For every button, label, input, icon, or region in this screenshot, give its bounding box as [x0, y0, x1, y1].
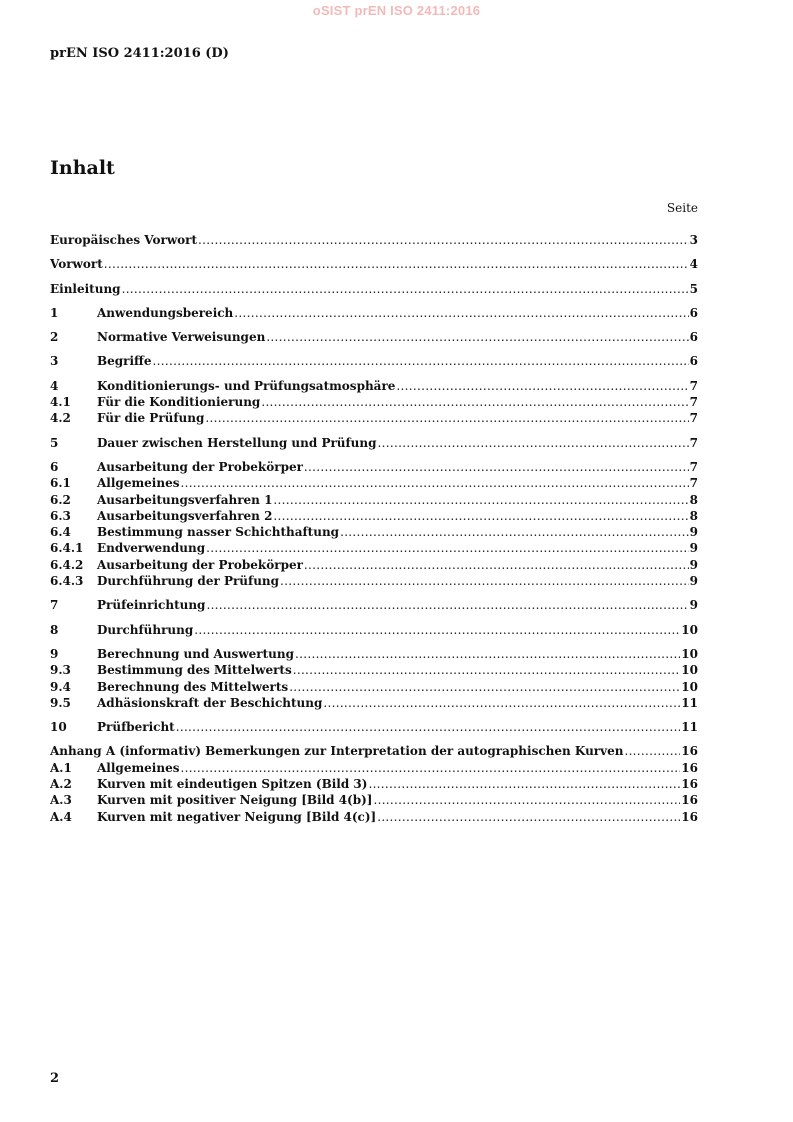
toc-entry[interactable] [50, 540, 698, 556]
toc-dot-leader [153, 353, 689, 369]
toc-entry-page: 9 [689, 598, 698, 613]
toc-dot-leader [396, 378, 688, 394]
toc-entry-title: Allgemeines [97, 476, 180, 491]
toc-dot-leader [198, 232, 689, 248]
toc-entry[interactable] [50, 508, 698, 524]
toc-entry[interactable] [50, 719, 698, 735]
toc-entry-title: Adhäsionskraft der Beschichtung [97, 695, 323, 710]
toc-entry-page: 10 [681, 646, 698, 661]
page-number: 2 [50, 1071, 60, 1086]
toc-entry[interactable] [50, 695, 698, 711]
toc-entry[interactable] [50, 792, 698, 808]
page-column-label: Seite [666, 201, 698, 215]
toc-entry-number: 6.4.1 [50, 541, 84, 556]
toc-entry-number: 6.4.3 [50, 574, 84, 589]
toc-entry[interactable] [50, 557, 698, 573]
toc-entry-number: 8 [50, 622, 59, 637]
toc-entry-page: 6 [689, 305, 698, 320]
toc-entry-number: 9 [50, 646, 59, 661]
toc-entry-title: Ausarbeitung der Probekörper [97, 557, 303, 572]
toc-entry-number: 4.2 [50, 411, 71, 426]
toc-entry-number: A.3 [50, 793, 72, 808]
toc-dot-leader [104, 256, 689, 272]
toc-entry-title: Begriffe [97, 354, 152, 369]
toc-entry[interactable] [50, 256, 698, 272]
toc-entry-number: 9.3 [50, 663, 71, 678]
toc-entry-page: 7 [689, 411, 698, 426]
toc-entry-number: A.2 [50, 777, 72, 792]
toc-entry-title: Durchführung der Prüfung [97, 574, 280, 589]
toc-entry-title: Konditionierungs- und Prüfungsatmosphäre [97, 378, 396, 393]
toc-entry-page: 16 [681, 793, 698, 808]
toc-entry-number: 1 [50, 305, 59, 320]
toc-dot-leader [273, 492, 688, 508]
toc-entry-page: 9 [689, 557, 698, 572]
toc-entry-page: 4 [689, 257, 698, 272]
toc-entry[interactable] [50, 760, 698, 776]
toc-dot-leader [368, 776, 680, 792]
toc-entry-title: Einleitung [50, 281, 121, 296]
toc-entry-title: Ausarbeitungsverfahren 1 [97, 492, 273, 507]
toc-dot-leader [206, 597, 688, 613]
toc-entry[interactable] [50, 776, 698, 792]
toc-dot-leader [280, 573, 689, 589]
toc-entry-title: Vorwort [50, 257, 103, 272]
toc-entry-page: 5 [689, 281, 698, 296]
toc-dot-leader [205, 410, 688, 426]
toc-dot-leader [266, 329, 688, 345]
toc-entry-number: 7 [50, 598, 59, 613]
toc-entry-page: 9 [689, 574, 698, 589]
toc-entry-title: Anwendungsbereich [97, 305, 234, 320]
toc-dot-leader [295, 646, 680, 662]
toc-dot-leader [180, 475, 688, 491]
toc-entry-page: 16 [681, 809, 698, 824]
toc-dot-leader [289, 679, 680, 695]
toc-entry-title: Für die Prüfung [97, 411, 205, 426]
toc-entry[interactable] [50, 679, 698, 695]
toc-dot-leader [323, 695, 680, 711]
toc-dot-leader [293, 662, 681, 678]
toc-dot-leader [273, 508, 688, 524]
toc-entry-number: 6 [50, 459, 59, 474]
toc-entry-number: 4 [50, 378, 59, 393]
toc-entry-page: 7 [689, 395, 698, 410]
document-id: prEN ISO 2411:2016 (D) [50, 46, 229, 61]
toc-entry-page: 7 [689, 476, 698, 491]
toc-dot-leader [304, 459, 689, 475]
toc-entry-title: Bestimmung nasser Schichthaftung [97, 525, 340, 540]
toc-dot-leader [234, 305, 688, 321]
toc-entry-number: 6.4.2 [50, 557, 84, 572]
toc-entry[interactable] [50, 353, 698, 369]
toc-entry-number: A.1 [50, 760, 72, 775]
toc-entry[interactable] [50, 435, 698, 451]
toc-dot-leader [176, 719, 681, 735]
toc-entry-number: 9.4 [50, 679, 71, 694]
toc-entry-page: 11 [681, 695, 698, 710]
toc-entry-title: Ausarbeitungsverfahren 2 [97, 508, 273, 523]
toc-entry-page: 6 [689, 354, 698, 369]
toc-entry-number: 6.4 [50, 525, 71, 540]
toc-dot-leader [373, 792, 680, 808]
toc-entry[interactable] [50, 662, 698, 678]
toc-entry-page: 7 [689, 378, 698, 393]
toc-entry-page: 10 [681, 663, 698, 678]
toc-dot-leader [377, 809, 680, 825]
toc-entry-title: Kurven mit negativer Neigung [Bild 4(c)] [97, 809, 377, 824]
toc-entry[interactable] [50, 492, 698, 508]
toc-entry-title: Prüfbericht [97, 720, 175, 735]
toc-dot-leader [180, 760, 680, 776]
toc-entry[interactable] [50, 410, 698, 426]
toc-entry-number: 3 [50, 354, 59, 369]
toc-entry[interactable] [50, 475, 698, 491]
toc-entry-page: 10 [681, 679, 698, 694]
toc-entry-title: Berechnung des Mittelwerts [97, 679, 289, 694]
toc-entry[interactable] [50, 646, 698, 662]
toc-entry[interactable] [50, 305, 698, 321]
toc-entry[interactable] [50, 459, 698, 475]
toc-entry-title: Für die Konditionierung [97, 395, 261, 410]
toc-entry-title: Durchführung [97, 622, 194, 637]
toc-entry[interactable] [50, 809, 698, 825]
toc-entry-title: Kurven mit positiver Neigung [Bild 4(b)] [97, 793, 373, 808]
toc-entry-title: Dauer zwischen Herstellung und Prüfung [97, 435, 377, 450]
toc-entry[interactable] [50, 394, 698, 410]
toc-entry-title: Normative Verweisungen [97, 330, 266, 345]
toc-entry-number: 5 [50, 435, 59, 450]
toc-dot-leader [206, 540, 689, 556]
toc-entry-page: 16 [681, 777, 698, 792]
toc-entry[interactable] [50, 573, 698, 589]
toc-entry-number: 6.2 [50, 492, 71, 507]
toc-dot-leader [261, 394, 688, 410]
toc-entry-title: Kurven mit eindeutigen Spitzen (Bild 3) [97, 777, 368, 792]
toc-entry[interactable] [50, 232, 698, 248]
toc-entry-title: Allgemeines [97, 760, 180, 775]
toc-entry-title: Berechnung und Auswertung [97, 646, 294, 661]
toc-entry-page: 7 [689, 435, 698, 450]
toc-entry[interactable] [50, 743, 698, 759]
toc-entry[interactable] [50, 329, 698, 345]
toc-entry-title: Ausarbeitung der Probekörper [97, 459, 303, 474]
toc-entry-page: 11 [681, 720, 698, 735]
toc-entry[interactable] [50, 597, 698, 613]
toc-entry-page: 7 [689, 459, 698, 474]
toc-dot-leader [378, 435, 689, 451]
toc-entry-title: Anhang A (informativ) Bemerkungen zur Interpretation der autographischen Kurven [50, 744, 624, 759]
toc-entry-title: Bestimmung des Mittelwerts [97, 663, 292, 678]
toc-entry-number: 6.3 [50, 508, 71, 523]
toc-entry-page: 10 [681, 622, 698, 637]
watermark: oSIST prEN ISO 2411:2016 [312, 3, 481, 18]
toc-dot-leader [340, 524, 689, 540]
toc-entry-number: 6.1 [50, 476, 71, 491]
toc-entry-page: 3 [689, 233, 698, 247]
toc-entry-page: 8 [689, 508, 698, 523]
toc-entry[interactable] [50, 524, 698, 540]
toc-entry-number: 9.5 [50, 695, 71, 710]
toc-entry-number: A.4 [50, 809, 72, 824]
toc-entry-page: 16 [681, 760, 698, 775]
toc-dot-leader [624, 743, 680, 759]
toc-entry-page: 16 [681, 744, 698, 759]
toc-dot-leader [194, 622, 680, 638]
toc-entry-title: Europäisches Vorwort [50, 233, 198, 247]
toc-entry-title: Prüfeinrichtung [97, 598, 206, 613]
toc-entry[interactable] [50, 622, 698, 638]
toc-dot-leader [304, 557, 689, 573]
page-title: Inhalt [50, 157, 115, 179]
toc-entry[interactable] [50, 281, 698, 297]
toc-entry-page: 9 [689, 525, 698, 540]
toc-entry-number: 2 [50, 330, 59, 345]
table-of-contents [50, 232, 698, 825]
toc-dot-leader [122, 281, 689, 297]
toc-entry-number: 4.1 [50, 395, 71, 410]
toc-entry-page: 6 [689, 330, 698, 345]
toc-entry-page: 8 [689, 492, 698, 507]
toc-entry-page: 9 [689, 541, 698, 556]
toc-entry-number: 10 [50, 720, 67, 735]
toc-entry-title: Endverwendung [97, 541, 206, 556]
toc-entry[interactable] [50, 378, 698, 394]
